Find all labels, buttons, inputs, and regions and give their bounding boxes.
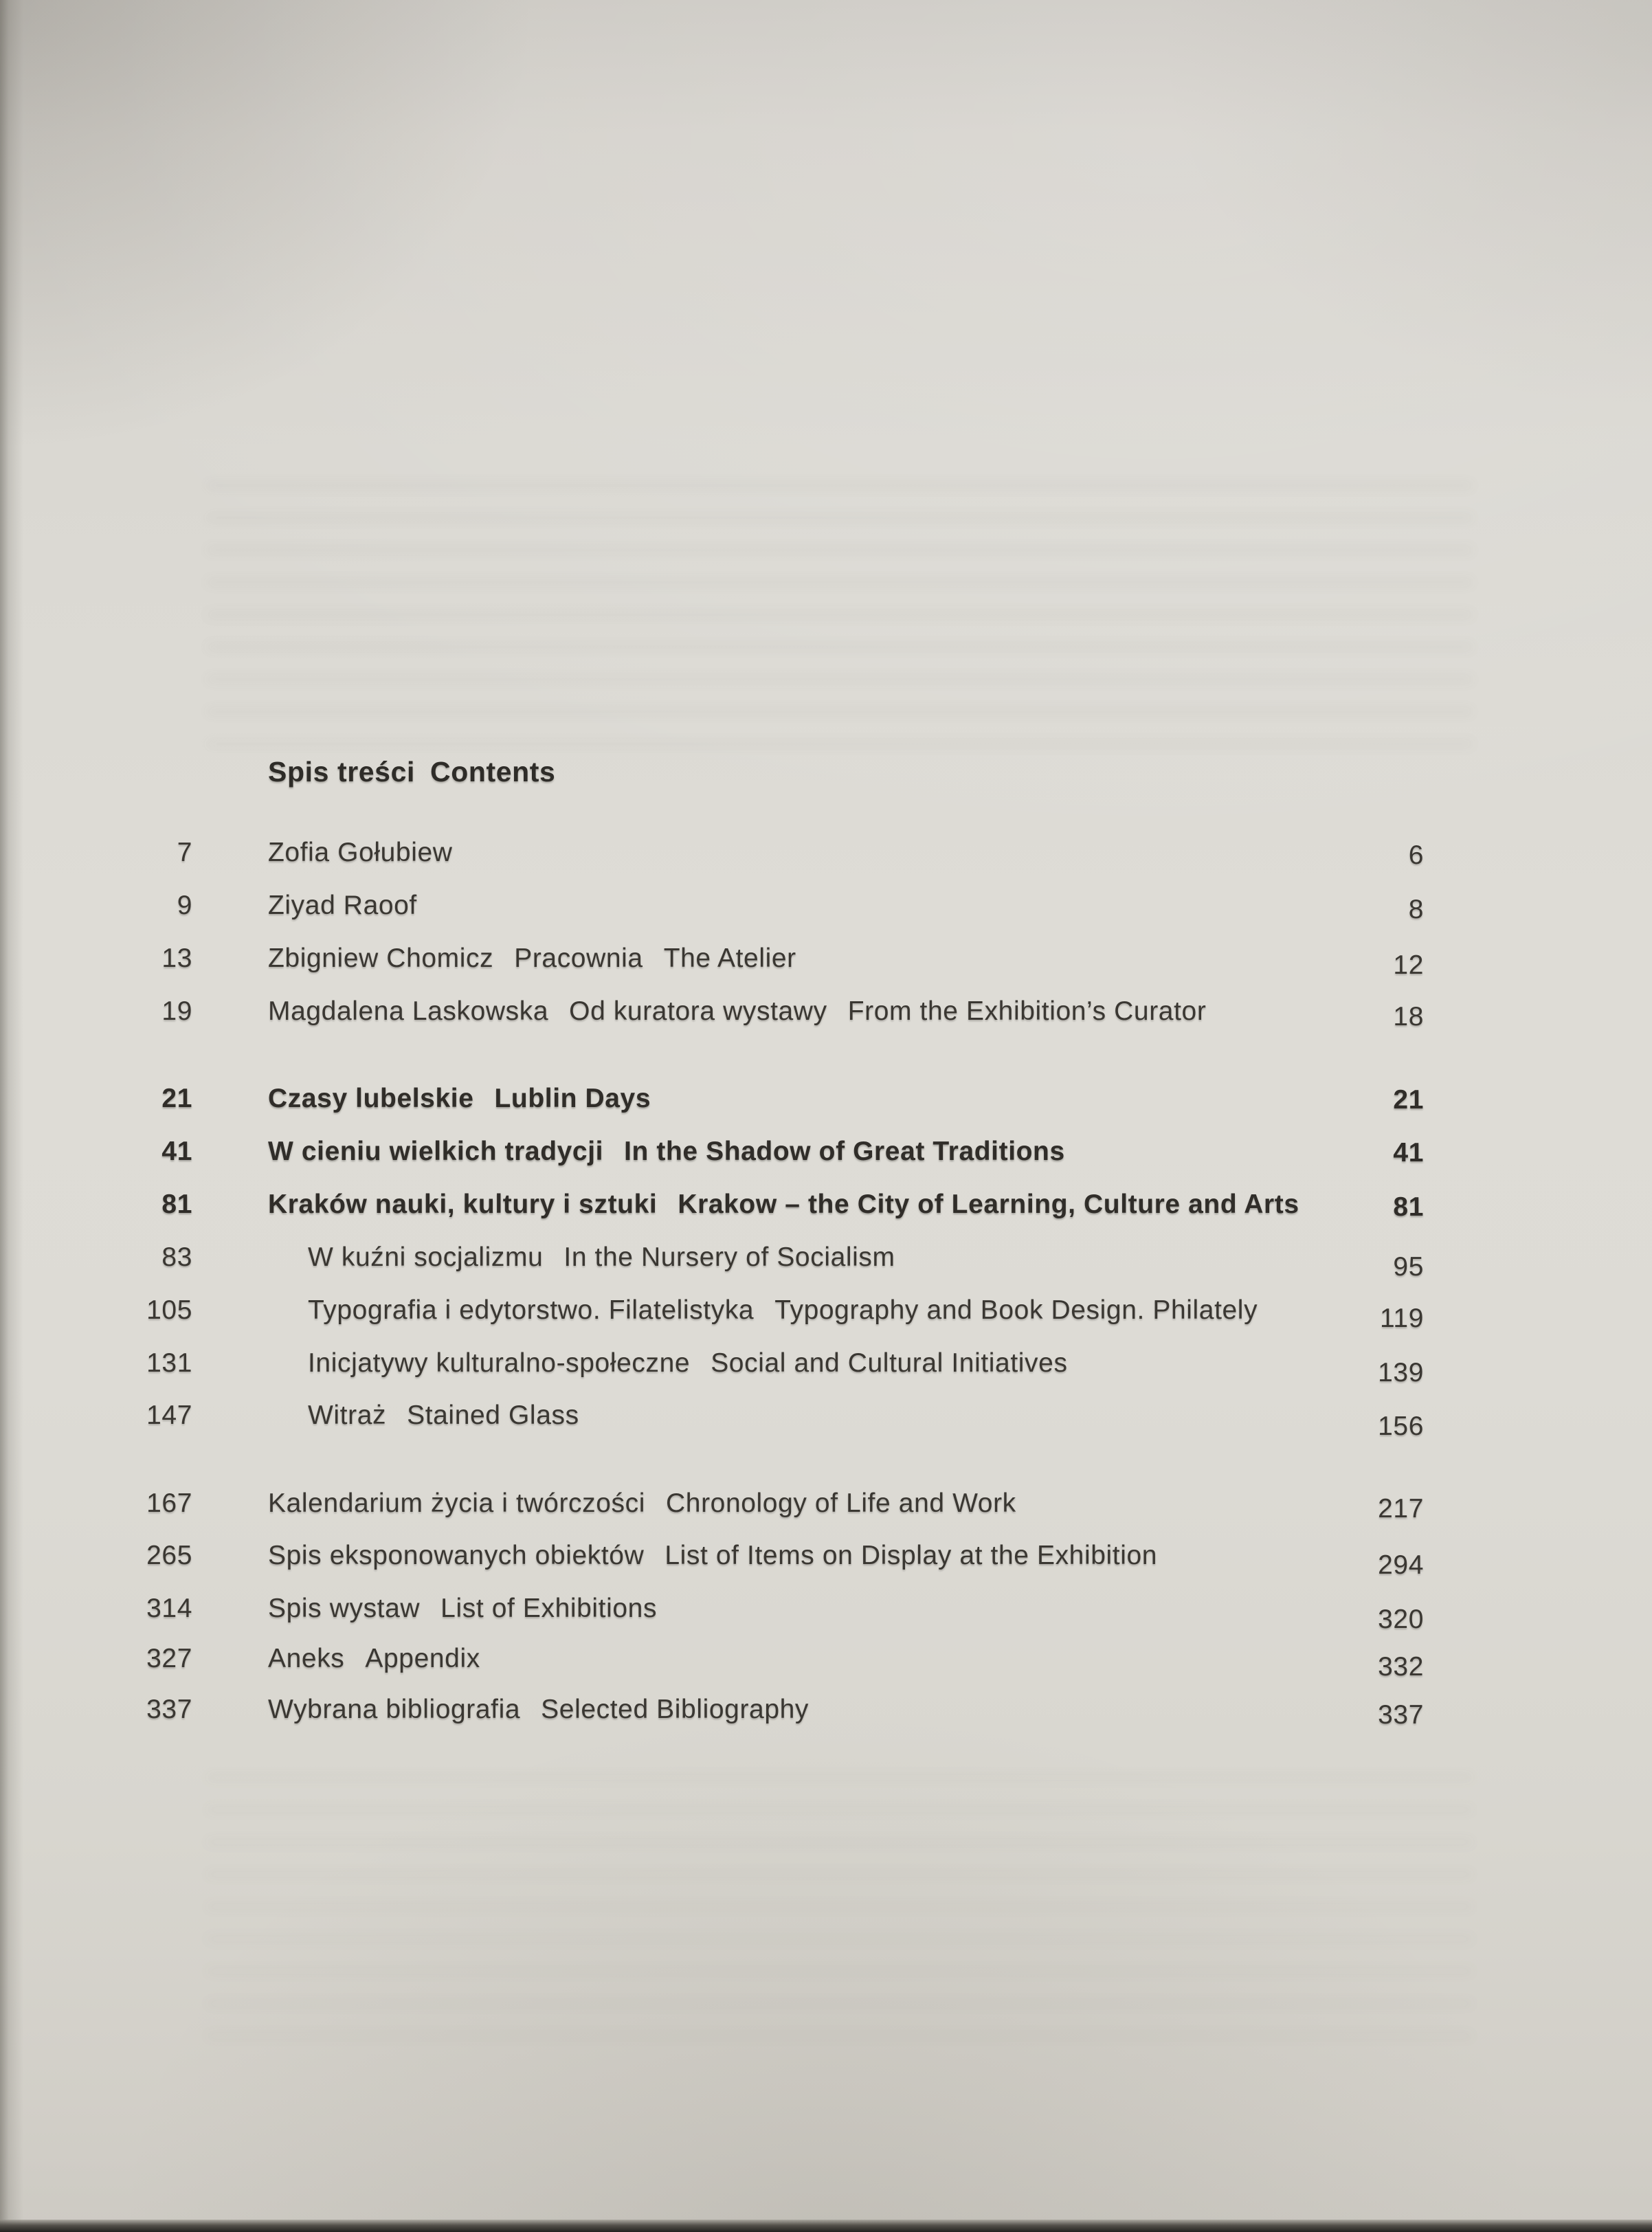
toc-entry-segment: Od kuratora wystawy (569, 996, 827, 1026)
toc-left-page-number: 83 (161, 1242, 192, 1272)
toc-entry-text (268, 1488, 1016, 1519)
toc-left-page-number: 7 (177, 838, 192, 867)
toc-row (0, 1348, 1652, 1387)
toc-entry-text (308, 1400, 579, 1431)
toc-entry-text (268, 1593, 657, 1625)
toc-left-page-number: 19 (161, 996, 192, 1026)
toc-left-page-number: 265 (146, 1541, 192, 1570)
toc-row (0, 1488, 1652, 1524)
toc-entry-segment: Inicjatywy kulturalno-społeczne (308, 1348, 691, 1378)
toc-right-page-number: 294 (1378, 1550, 1424, 1580)
title-english: Contents (429, 756, 556, 788)
toc-entry-text (268, 1189, 1299, 1220)
toc-entry-segment: W cieniu wielkich tradycji (268, 1137, 604, 1166)
toc-entry-segment: List of Items on Display at the Exhibition (665, 1541, 1158, 1570)
toc-entry-segment: From the Exhibition’s Curator (847, 996, 1207, 1026)
toc-entry-segment: List of Exhibitions (440, 1594, 658, 1623)
toc-left-page-number: 9 (177, 891, 192, 920)
toc-left-page-number: 314 (146, 1594, 192, 1623)
toc-row (0, 943, 1652, 979)
toc-entry-text (268, 1083, 651, 1115)
toc-entry-text (268, 996, 1206, 1027)
toc-entry-segment: W kuźni socjalizmu (308, 1242, 544, 1272)
toc-left-page-number: 327 (146, 1644, 192, 1673)
toc-left-page-number: 81 (161, 1190, 192, 1219)
toc-left-page-number: 131 (146, 1348, 192, 1378)
toc-entry-segment: Social and Cultural Initiatives (711, 1348, 1068, 1378)
toc-left-page-number: 41 (161, 1137, 192, 1166)
toc-entry-segment: Ziyad Raoof (268, 891, 417, 920)
toc-right-page-number: 8 (1408, 895, 1424, 924)
toc-left-page-number: 337 (146, 1695, 192, 1724)
toc-row (0, 1540, 1652, 1580)
toc-entry-text (268, 1694, 809, 1726)
toc-entry-text (268, 1136, 1065, 1168)
toc-entry-segment: Spis eksponowanych obiektów (268, 1541, 645, 1570)
toc-right-page-number: 41 (1393, 1138, 1424, 1168)
toc-row (0, 1083, 1652, 1119)
toc-right-page-number: 18 (1393, 1002, 1424, 1031)
toc-entry-text (308, 1242, 895, 1273)
toc-right-page-number: 217 (1378, 1494, 1424, 1524)
toc-entry-text (268, 890, 417, 922)
toc-row (0, 1242, 1652, 1282)
toc-entry-text (268, 837, 453, 869)
toc-entry-segment: In the Shadow of Great Traditions (624, 1137, 1065, 1166)
toc-entry-segment: Zofia Gołubiew (268, 838, 453, 867)
toc-left-page-number: 167 (146, 1488, 192, 1518)
toc-right-page-number: 12 (1393, 950, 1424, 980)
toc-entry-segment: Pracownia (514, 944, 643, 973)
toc-right-page-number: 95 (1393, 1252, 1424, 1282)
toc-left-page-number: 13 (161, 944, 192, 973)
bleed-through-top (206, 481, 1473, 756)
toc-entry-segment: Wybrana bibliografia (268, 1695, 521, 1724)
page-bottom-edge (0, 2220, 1652, 2232)
toc-right-page-number: 332 (1378, 1652, 1424, 1682)
title-polish: Spis treści (268, 756, 415, 788)
toc-right-page-number: 21 (1393, 1085, 1424, 1115)
toc-row (0, 1295, 1652, 1333)
toc-entry-segment: Stained Glass (407, 1400, 579, 1430)
toc-entry-segment: Selected Bibliography (541, 1695, 810, 1724)
toc-right-page-number: 81 (1393, 1192, 1424, 1222)
toc-right-page-number: 139 (1378, 1358, 1424, 1387)
toc-entry-segment: The Atelier (663, 944, 796, 973)
toc-left-page-number: 105 (146, 1295, 192, 1325)
toc-right-page-number: 320 (1378, 1605, 1424, 1634)
toc-entry-segment: Krakow – the City of Learning, Culture and Arts (678, 1190, 1299, 1219)
toc-row (0, 837, 1652, 873)
toc-entry-segment: Kalendarium życia i twórczości (268, 1488, 646, 1518)
toc-entry-segment: Czasy lubelskie (268, 1084, 474, 1113)
toc-entry-segment: Kraków nauki, kultury i sztuki (268, 1190, 658, 1219)
toc-row (0, 1694, 1652, 1730)
toc-entry-segment: Chronology of Life and Work (666, 1488, 1016, 1518)
toc-row (0, 996, 1652, 1031)
toc-entry-segment: Lublin Days (494, 1084, 651, 1113)
toc-entry-segment: Aneks (268, 1644, 345, 1673)
toc-entry-segment: Appendix (365, 1644, 480, 1673)
toc-right-page-number: 6 (1408, 840, 1424, 870)
toc-entry-segment: Magdalena Laskowska (268, 996, 549, 1026)
toc-row (0, 1593, 1652, 1634)
page-left-edge-shadow (0, 0, 23, 2232)
toc-row (0, 1136, 1652, 1172)
toc-entry-segment: In the Nursery of Socialism (563, 1242, 895, 1272)
toc-right-page-number: 156 (1378, 1411, 1424, 1441)
toc-entry-text (268, 943, 796, 974)
toc-entry-text (268, 1643, 480, 1675)
toc-left-page-number: 21 (161, 1084, 192, 1113)
toc-entry-text (308, 1295, 1258, 1326)
toc-entry-text (308, 1348, 1068, 1379)
toc-entry-segment: Witraż (308, 1400, 387, 1430)
toc-right-page-number: 119 (1380, 1304, 1424, 1333)
toc-row (0, 1643, 1652, 1682)
bleed-through-bottom (206, 1773, 1473, 2062)
toc-left-page-number: 147 (146, 1400, 192, 1430)
toc-entry-segment: Zbigniew Chomicz (268, 944, 494, 973)
toc-row (0, 1400, 1652, 1441)
toc-right-page-number: 337 (1378, 1700, 1424, 1730)
toc-entry-text (268, 1540, 1157, 1572)
page-title (268, 756, 555, 788)
toc-row (0, 890, 1652, 926)
toc-row (0, 1189, 1652, 1225)
toc-entry-segment: Typography and Book Design. Philately (774, 1295, 1258, 1325)
toc-entry-segment: Spis wystaw (268, 1594, 421, 1623)
toc-entry-segment: Typografia i edytorstwo. Filatelistyka (308, 1295, 755, 1325)
